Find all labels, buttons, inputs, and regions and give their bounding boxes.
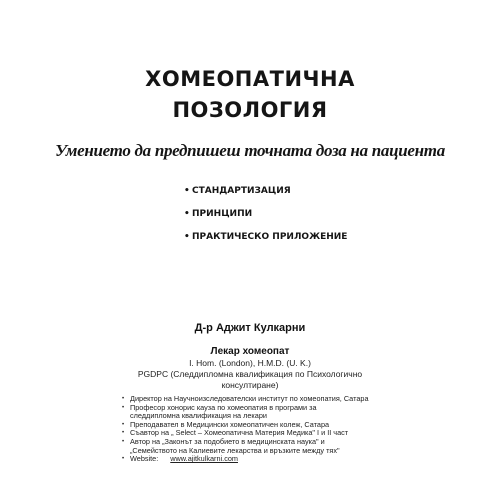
bio-text: Професор хонорис кауза по хомеопатия в програми за bbox=[130, 402, 317, 412]
bullet-icon: • bbox=[122, 438, 125, 445]
title-line-2: ПОЗОЛОГИЯ bbox=[172, 98, 328, 122]
credentials bbox=[0, 346, 500, 391]
topic-item bbox=[184, 186, 347, 209]
credential-line: PGDPC (Следдипломна квалификация по Психологично bbox=[137, 369, 363, 379]
bullet-icon: • bbox=[122, 396, 125, 402]
topic-label: ПРИНЦИПИ bbox=[192, 209, 253, 219]
author-bio-list bbox=[122, 395, 369, 464]
bio-item-continued bbox=[122, 447, 369, 456]
topic-item bbox=[184, 232, 347, 255]
bullet-icon: • bbox=[184, 232, 190, 242]
bio-text: Преподавател в Медицински хомеопатичен колеж, Сатара bbox=[130, 419, 330, 429]
author-role: Лекар хомеопат bbox=[210, 346, 290, 357]
bullet-icon: • bbox=[184, 186, 190, 196]
topic-label: ПРАКТИЧЕСКО ПРИЛОЖЕНИЕ bbox=[192, 232, 348, 242]
subtitle: Умението да предпишеш точната доза на пациента bbox=[55, 141, 445, 160]
credential-line: консултиране) bbox=[221, 380, 279, 390]
topic-label: СТАНДАРТИЗАЦИЯ bbox=[192, 186, 291, 196]
topic-item bbox=[184, 209, 347, 232]
bullet-icon: • bbox=[122, 430, 125, 437]
title-line-1: ХОМЕОПАТИЧНА bbox=[145, 67, 355, 91]
bullet-icon: • bbox=[122, 456, 125, 463]
bullet-icon: • bbox=[122, 421, 125, 428]
website-link[interactable]: www.ajitkulkarni.com bbox=[170, 454, 238, 464]
credential-line: I. Hom. (London), H.M.D. (U. K.) bbox=[189, 358, 311, 368]
bio-text: Директор на Научноизследователски институт по хомеопатия, Сатара bbox=[130, 394, 369, 403]
bio-text: „Семейството на Калиевите лекарства и връзките между тях" bbox=[130, 445, 340, 455]
author-name: Д-р Аджит Кулкарни bbox=[194, 322, 306, 334]
bio-text: Автор на „Законът за подобието в медицинската наука" и bbox=[130, 436, 325, 446]
bullet-icon: • bbox=[184, 209, 190, 219]
website-label: Website: bbox=[130, 454, 159, 464]
bio-text: следдипломна квалификация на лекари bbox=[130, 411, 267, 421]
bullet-icon: • bbox=[122, 404, 125, 411]
bio-text: Съавтор на „ Select – Хомеопатична Материя Медика" I и II част bbox=[130, 428, 349, 438]
topic-list bbox=[184, 186, 347, 255]
bio-item bbox=[122, 455, 369, 464]
